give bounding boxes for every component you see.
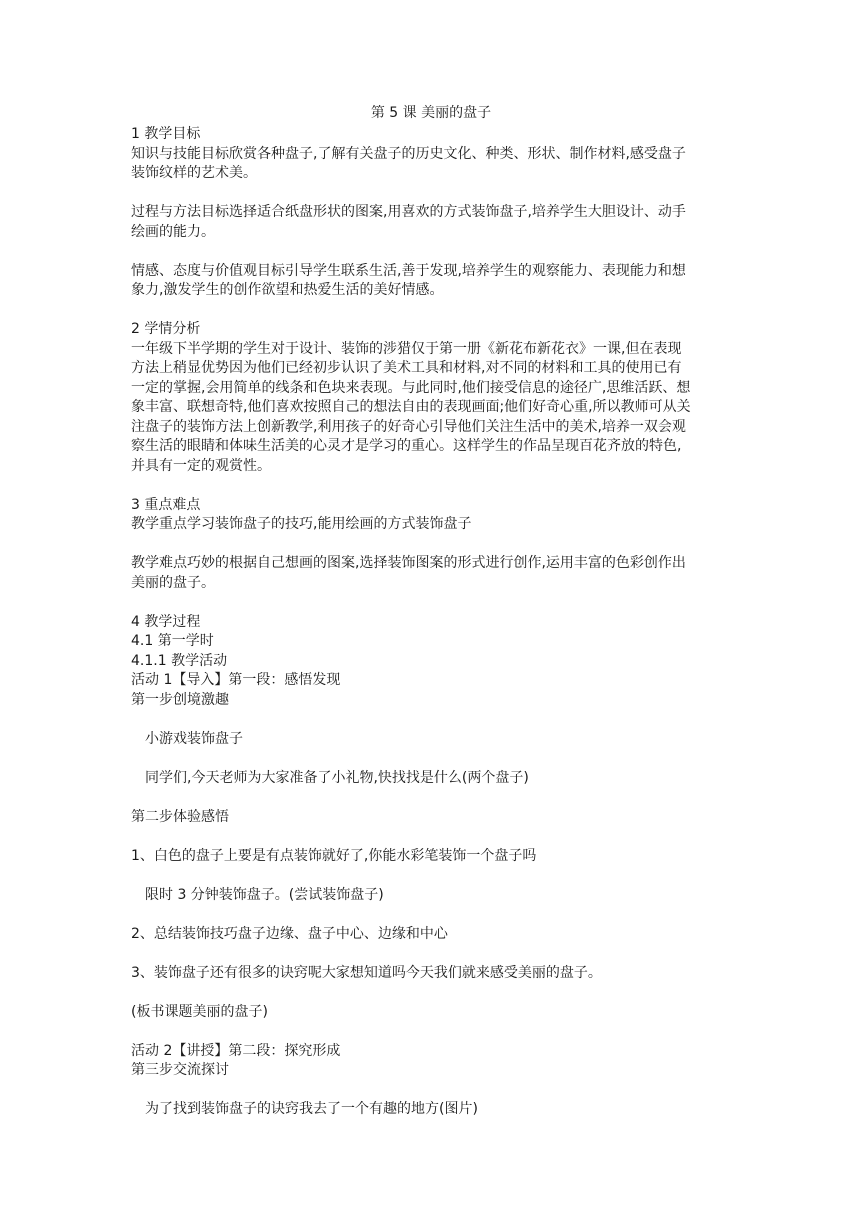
paragraph-line: 教学重点学习装饰盘子的技巧,能用绘画的方式装饰盘子 xyxy=(131,516,472,532)
paragraph-line: 同学们,今天老师为大家准备了小礼物,快找找是什么(两个盘子) xyxy=(145,769,529,786)
list-item: 3、装饰盘子还有很多的诀窍呢大家想知道吗今天我们就来感受美丽的盘子。 xyxy=(131,964,602,981)
section-heading-process: 4 教学过程 xyxy=(131,613,201,630)
section-heading-key-points: 3 重点难点 xyxy=(131,496,201,513)
subheading-lesson-one: 4.1 第一学时 xyxy=(131,633,214,649)
paragraph-line: 方法上稍显优势因为他们已经初步认识了美术工具和材料,对不同的材料和工具的使用已有 xyxy=(131,360,682,376)
paragraph-line: 知识与技能目标欣赏各种盘子,了解有关盘子的历史文化、种类、形状、制作材料,感受盘子 xyxy=(131,145,686,162)
paragraph-line: 象力,激发学生的创作欲望和热爱生活的美好情感。 xyxy=(131,282,444,298)
paragraph-line: 装饰纹样的艺术美。 xyxy=(131,165,257,181)
paragraph-line: 一定的掌握,会用简单的线条和色块来表现。与此同时,他们接受信息的途径广,思维活跃、想 xyxy=(131,379,691,396)
list-item: 1、白色的盘子上要是有点装饰就好了,你能水彩笔装饰一个盘子吗 xyxy=(131,847,537,864)
document-page xyxy=(131,103,731,1120)
document-title: 第 5 课 美丽的盘子 xyxy=(370,105,492,121)
paragraph-line: 情感、态度与价值观目标引导学生联系生活,善于发现,培养学生的观察能力、表现能力和想 xyxy=(131,262,686,279)
paragraph-line: 注盘子的装饰方法上创新教学,利用孩子的好奇心引导他们关注生活中的美术,培养一双会观 xyxy=(131,418,686,435)
paragraph-line: 并具有一定的观赏性。 xyxy=(131,457,271,474)
paragraph-line: 绘画的能力。 xyxy=(131,223,215,240)
list-item: 2、总结装饰技巧盘子边缘、盘子中心、边缘和中心 xyxy=(131,925,448,942)
paragraph-line: (板书课题美丽的盘子) xyxy=(131,1003,268,1020)
paragraph-line: 过程与方法目标选择适合纸盘形状的图案,用喜欢的方式装饰盘子,培养学生大胆设计、动手 xyxy=(131,204,686,220)
step-heading: 第二步体验感悟 xyxy=(131,808,229,825)
section-heading-objectives: 1 教学目标 xyxy=(131,126,201,142)
activity-heading: 活动 1【导入】第一段：感悟发现 xyxy=(131,672,341,688)
paragraph-line: 小游戏装饰盘子 xyxy=(145,730,243,747)
section-heading-analysis: 2 学情分析 xyxy=(131,321,201,337)
paragraph-line: 教学难点巧妙的根据自己想画的图案,选择装饰图案的形式进行创作,运用丰富的色彩创作出 xyxy=(131,555,686,571)
paragraph-line: 限时 3 分钟装饰盘子。(尝试装饰盘子) xyxy=(145,886,384,903)
paragraph-line: 一年级下半学期的学生对于设计、装饰的涉猎仅于第一册《新花布新花衣》一课,但在表现 xyxy=(131,340,682,357)
activity-heading: 活动 2【讲授】第二段：探究形成 xyxy=(131,1042,341,1059)
paragraph-line: 为了找到装饰盘子的诀窍我去了一个有趣的地方(图片) xyxy=(145,1101,478,1117)
paragraph-line: 察生活的眼睛和体味生活美的心灵才是学习的重心。这样学生的作品呈现百花齐放的特色, xyxy=(131,438,682,454)
step-heading: 第三步交流探讨 xyxy=(131,1062,229,1078)
paragraph-line: 象丰富、联想奇特,他们喜欢按照自己的想法自由的表现画面;他们好奇心重,所以教师可从关 xyxy=(131,399,691,415)
step-heading: 第一步创境激趣 xyxy=(131,691,229,708)
paragraph-line: 美丽的盘子。 xyxy=(131,574,215,591)
subheading-activities: 4.1.1 教学活动 xyxy=(131,652,228,669)
